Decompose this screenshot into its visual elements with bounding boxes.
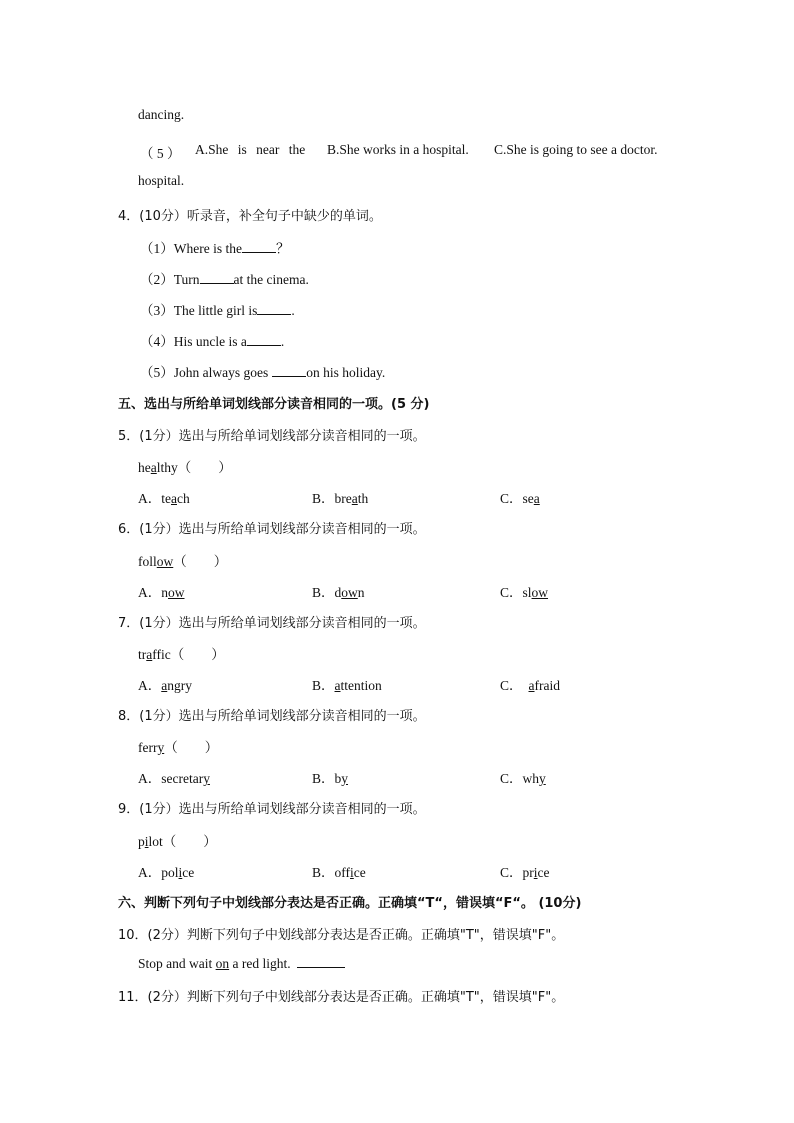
sentence-end: at the cinema. — [233, 272, 309, 287]
q4-item-4 — [140, 330, 284, 350]
sentence-start: Turn — [173, 272, 200, 287]
answer-blank[interactable] — [247, 333, 281, 346]
q8-option-b[interactable]: B．by — [312, 771, 349, 786]
q6-word: follow（ ） — [138, 554, 228, 569]
q4-item-1 — [140, 237, 289, 257]
sentence-end: . — [280, 334, 285, 349]
q8-word: ferry（ ） — [138, 740, 219, 755]
q4-item-3 — [140, 299, 295, 319]
item-number: （1） — [140, 241, 174, 256]
q9-option-b[interactable]: B．office — [312, 865, 366, 880]
q11-stem: 11．(2分）判断下列句子中划线部分表达是否正确。正确填"T"，错误填"F"。 — [118, 990, 565, 1005]
q4-title: 4．(10分）听录音，补全句子中缺少的单词。 — [118, 209, 382, 224]
q6-option-a[interactable]: A．now — [138, 585, 185, 600]
q6-option-c[interactable]: C．slow — [500, 585, 549, 600]
q7-option-c[interactable]: C． afraid — [500, 678, 560, 693]
q10-sentence: Stop and wait on a red light. — [138, 955, 345, 972]
sentence-start: His uncle is a — [173, 334, 247, 349]
q3-item5-option-a: A.She is near the — [195, 142, 306, 157]
sentence-start: John always goes — [173, 365, 269, 380]
q5-option-a[interactable]: A．teach — [138, 491, 190, 506]
q3-item5-option-c: C.She is going to see a doctor. — [494, 142, 658, 157]
q9-option-a[interactable]: A．police — [138, 865, 195, 880]
answer-parentheses[interactable]: （ ） — [177, 460, 232, 475]
q7-option-a[interactable]: A．angry — [138, 678, 192, 693]
q7-word: traffic（ ） — [138, 647, 225, 662]
q6-stem: 6．(1分）选出与所给单词划线部分读音相同的一项。 — [118, 522, 426, 537]
q4-item-5 — [140, 361, 385, 381]
q5-option-c[interactable]: C．sea — [500, 491, 540, 506]
answer-blank[interactable] — [242, 240, 276, 253]
q5-option-b[interactable]: B．breath — [312, 491, 369, 506]
answer-parentheses[interactable]: （ ） — [164, 740, 219, 755]
q8-stem: 8．(1分）选出与所给单词划线部分读音相同的一项。 — [118, 709, 426, 724]
section6-title: 六、判断下列句子中划线部分表达是否正确。正确填“T“，错误填“F“。 (10分) — [118, 896, 582, 911]
q5-word: healthy（ ） — [138, 460, 232, 475]
q9-word: pilot（ ） — [138, 834, 217, 849]
q10-stem: 10．(2分）判断下列句子中划线部分表达是否正确。正确填"T"，错误填"F"。 — [118, 928, 565, 943]
answer-parentheses[interactable]: （ ） — [173, 554, 228, 569]
q3-item5-option-b: B.She works in a hospital. — [327, 142, 469, 157]
q8-option-a[interactable]: A．secretary — [138, 771, 210, 786]
answer-parentheses[interactable]: （ ） — [170, 647, 225, 662]
sentence-start: The little girl is — [173, 303, 258, 318]
q5-stem: 5．(1分）选出与所给单词划线部分读音相同的一项。 — [118, 429, 426, 444]
sentence-end: . — [291, 303, 295, 318]
answer-blank[interactable] — [257, 302, 291, 315]
q9-option-c[interactable]: C．price — [500, 865, 550, 880]
item-number: （2） — [140, 272, 174, 287]
item-number: （4） — [140, 334, 174, 349]
section5-title: 五、选出与所给单词划线部分读音相同的一项。(5 分) — [118, 397, 430, 412]
item-number: （3） — [140, 303, 174, 318]
answer-parentheses[interactable]: （ ） — [162, 834, 217, 849]
q8-option-c[interactable]: C．why — [500, 771, 546, 786]
q3-item5-option-a-continued: hospital. — [138, 173, 185, 188]
sentence-start: Where is the — [173, 241, 242, 256]
q7-stem: 7．(1分）选出与所给单词划线部分读音相同的一项。 — [118, 616, 426, 631]
answer-blank[interactable] — [297, 955, 345, 968]
sentence-end: ？ — [275, 241, 290, 256]
q3-dancing-text: dancing. — [138, 107, 185, 122]
q9-stem: 9．(1分）选出与所给单词划线部分读音相同的一项。 — [118, 802, 426, 817]
q7-option-b[interactable]: B．attention — [312, 678, 382, 693]
answer-blank[interactable] — [200, 271, 234, 284]
q6-option-b[interactable]: B．down — [312, 585, 365, 600]
answer-blank[interactable] — [272, 364, 306, 377]
item-number: （5） — [140, 365, 174, 380]
q3-item5-number: （ 5 ） — [140, 146, 181, 161]
sentence-end: on his holiday. — [306, 365, 386, 380]
q4-item-2 — [140, 268, 309, 288]
